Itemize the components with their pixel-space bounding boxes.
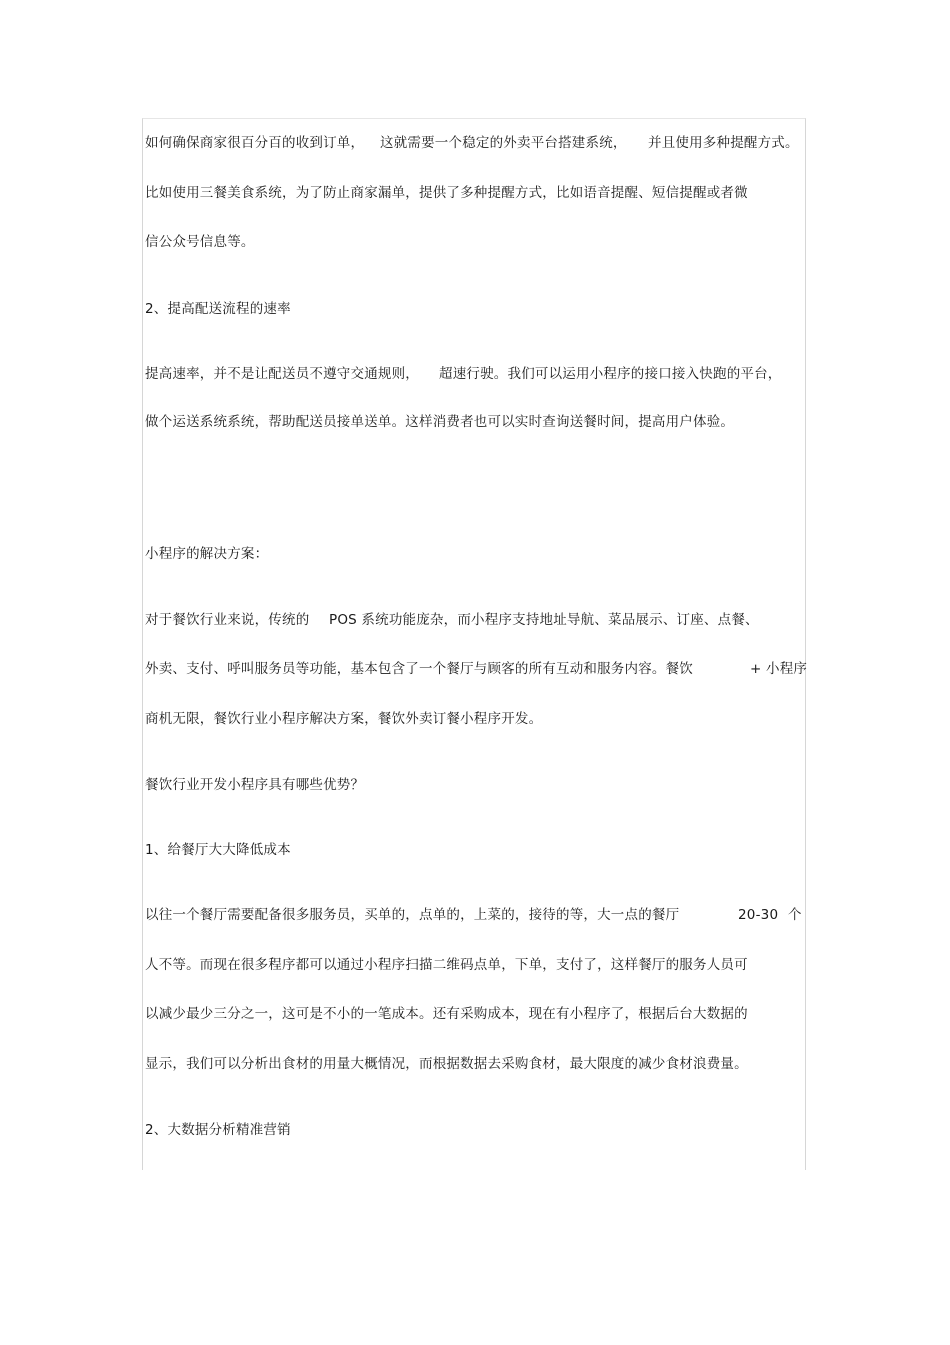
- paragraph-line: 做个运送系统系统，帮助配送员接单送单。这样消费者也可以实时查询送餐时间，提高用户体验。: [145, 414, 735, 430]
- paragraph-line: 以减少最少三分之一，这可是不小的一笔成本。还有采购成本，现在有小程序了，根据后台大数据的: [145, 1006, 748, 1022]
- paragraph-line: 信公众号信息等。: [145, 234, 255, 250]
- question-heading: 餐饮行业开发小程序具有哪些优势？: [145, 777, 365, 793]
- text-segment: 个: [788, 907, 802, 923]
- paragraph-line: 人不等。而现在很多程序都可以通过小程序扫描二维码点单，下单，支付了，这样餐厅的服务人员可: [145, 957, 748, 973]
- paragraph-line: 比如使用三餐美食系统，为了防止商家漏单，提供了多种提醒方式，比如语音提醒、短信提醒或者微: [145, 185, 748, 201]
- section-heading: 小程序的解决方案：: [145, 546, 269, 562]
- text-segment: + 小程序: [750, 661, 808, 677]
- text-segment: 如何确保商家很百分百的收到订单，: [145, 135, 365, 151]
- text-segment: 这就需要一个稳定的外卖平台搭建系统，: [380, 135, 627, 151]
- text-segment: POS 系统功能庞杂，而小程序支持地址导航、菜品展示、订座、点餐、: [329, 612, 759, 628]
- text-segment: 外卖、支付、呼叫服务员等功能，基本包含了一个餐厅与顾客的所有互动和服务内容。餐饮: [145, 661, 693, 677]
- text-segment: 提高速率，并不是让配送员不遵守交通规则，: [145, 366, 419, 382]
- paragraph-line: 商机无限，餐饮行业小程序解决方案，餐饮外卖订餐小程序开发。: [145, 711, 543, 727]
- text-segment: 以往一个餐厅需要配备很多服务员，买单的，点单的，上菜的，接待的等，大一点的餐厅: [145, 907, 680, 923]
- text-segment: 并且使用多种提醒方式。: [648, 135, 799, 151]
- text-segment: 超速行驶。我们可以运用小程序的接口接入快跑的平台，: [439, 366, 782, 382]
- paragraph-line: 显示，我们可以分析出食材的用量大概情况，而根据数据去采购食材，最大限度的减少食材浪费量。: [145, 1056, 748, 1072]
- section-heading: 1、给餐厅大大降低成本: [145, 842, 291, 858]
- section-heading: 2、大数据分析精准营销: [145, 1122, 291, 1138]
- section-heading: 2、提高配送流程的速率: [145, 301, 291, 317]
- text-segment: 对于餐饮行业来说，传统的: [145, 612, 310, 628]
- text-segment: 20-30: [738, 907, 779, 923]
